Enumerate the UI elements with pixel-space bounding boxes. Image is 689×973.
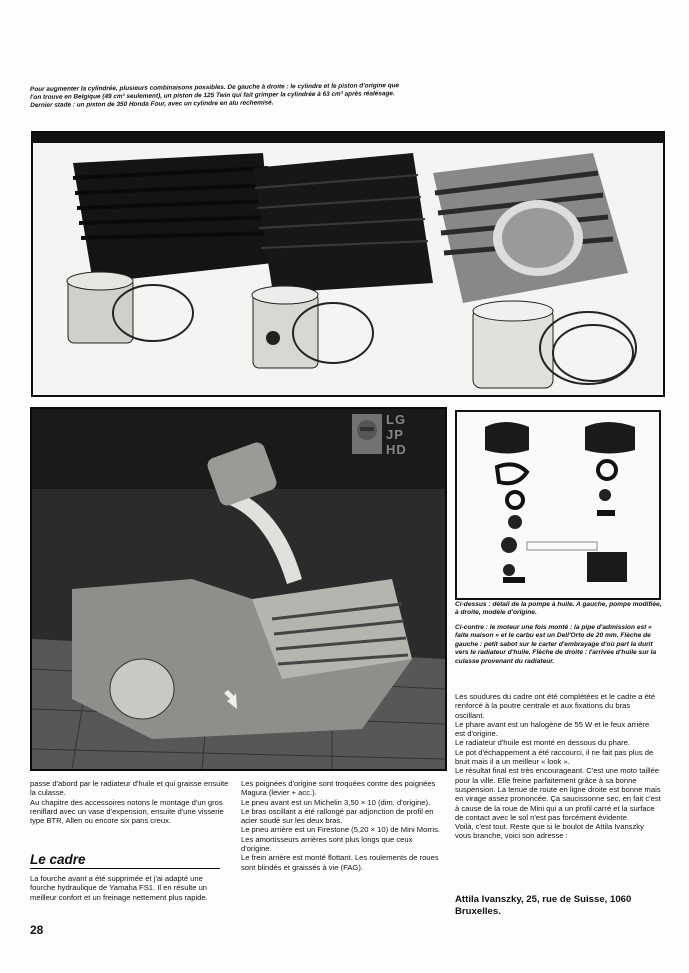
paragraph: Voilà, c'est tout. Reste que si le boulot de Attila Ivanszky vous branche, voici son adresse : xyxy=(455,822,644,841)
watermark-letters: LG xyxy=(386,412,407,427)
paragraph: Le pneu arrière est un Firestone (5,20 × 10) de Mini Morris. xyxy=(241,825,441,835)
paragraph: Les amortisseurs arrières sont plus longs que ceux d'origine. xyxy=(241,834,413,854)
page-number: 28 xyxy=(30,923,44,937)
oil-pump-photo xyxy=(455,410,661,600)
paragraph: Les soudures du cadre ont été complétées et le cadre a été renforcé à la poutre centrale et aux fixations du bras oscillant. xyxy=(455,692,656,720)
paragraph: Le pneu avant est un Michelin 3,50 × 10 (dim. d'origine). xyxy=(241,797,431,807)
address: Attila Ivanszky, 25, rue de Suisse, 1060 Bruxelles. xyxy=(455,894,632,917)
caption-line: Pour augmenter la cylindrée, plusieurs combinaisons possibles. De gauche à droite : le cylindre et le piston d'origine que xyxy=(30,82,400,93)
paragraph: Le phare avant est un halogène de 55 W et le feux arrière est d'origine. xyxy=(455,719,650,739)
left-column-text-after-heading xyxy=(30,874,230,902)
watermark-logo xyxy=(350,410,440,470)
engine-caption: Ci-contre : le moteur une fois monté : la pipe d'admission est « faite maison » et le carbu est un Dell'Orto de 20 mm. Flèche de gauche : petit sabot sur le carter d'embrayage d'où part la durit vers le radiateur d'huile. Flèche de droite : l'arrivée d'huile sur la culasse provenant du radiateur. xyxy=(455,624,657,665)
watermark-letters: JP xyxy=(386,427,404,442)
middle-column-text xyxy=(241,779,441,872)
top-photo-caption xyxy=(30,81,510,111)
paragraph: Le bras oscillant a été rallongé par adjonction de profil en acier soudé sur les deux bras. xyxy=(241,806,434,826)
watermark-letters: HD xyxy=(386,442,407,457)
paragraph: Le frein arrière est monté flottant. Les roulements de roues sont blindés et graissés à vie (FAG). xyxy=(241,853,439,872)
paragraph: Le pot d'échappement a été raccourci, il ne fait pas plus de bruit mais il a un meilleur « look ». xyxy=(455,747,654,767)
paragraph: Au chapitre des accessoires notons le montage d'un gros reniflard avec un vase d'expension, ensuite d'une visserie type BTR, Allen ou encore six pans creux. xyxy=(30,797,224,826)
paragraph: Le radiateur d'huile est monté en dessous du phare. xyxy=(455,738,630,748)
caption-line: l'on trouve en Belgique (49 cm³ seulement), un piston de 125 Twin qui fait grimper la cylindrée à 63 cm³ après réalésage. xyxy=(30,90,395,102)
paragraph: Les poignées d'origine sont troquées contre des poignées Magura (levier + acc.). xyxy=(241,779,436,798)
cylinders-pistons-photo xyxy=(31,131,665,397)
pump-caption: Ci-dessus : détail de la pompe à huile. A gauche, pompe modifiée, à droite, modèle d'origine. xyxy=(455,601,662,617)
section-heading: Le cadre xyxy=(30,852,220,869)
left-column-text xyxy=(30,779,230,825)
paragraph: La fourche avant a été supprimée et j'ai adapté une fourche hydraulique de Yamaha FS1. Il en résulte un meilleur confort et un freinage nettement plus rapide. xyxy=(30,874,208,902)
paragraph: passe d'abord par le radiateur d'huile et qui graisse ensuite la culasse. xyxy=(30,779,229,798)
paragraph: Le résultat final est très encourageant. C'est une moto taillée pour la ville. Elle freine parfaitement grâce à sa bonne suspension. La tenue de route en ligne droite est bonne mais en virage assez prononcée. Ça saucissonne sec, en fait c'est à cause de la roue de Mini qui a un profil carré et la surface de contact avec le sol n'est pas forcément évidente. xyxy=(455,766,661,822)
caption-line: Dernier stade : un piston de 350 Honda Four, avec un cylindre en alu rechemisé. xyxy=(30,99,274,110)
right-column-text xyxy=(455,692,661,841)
